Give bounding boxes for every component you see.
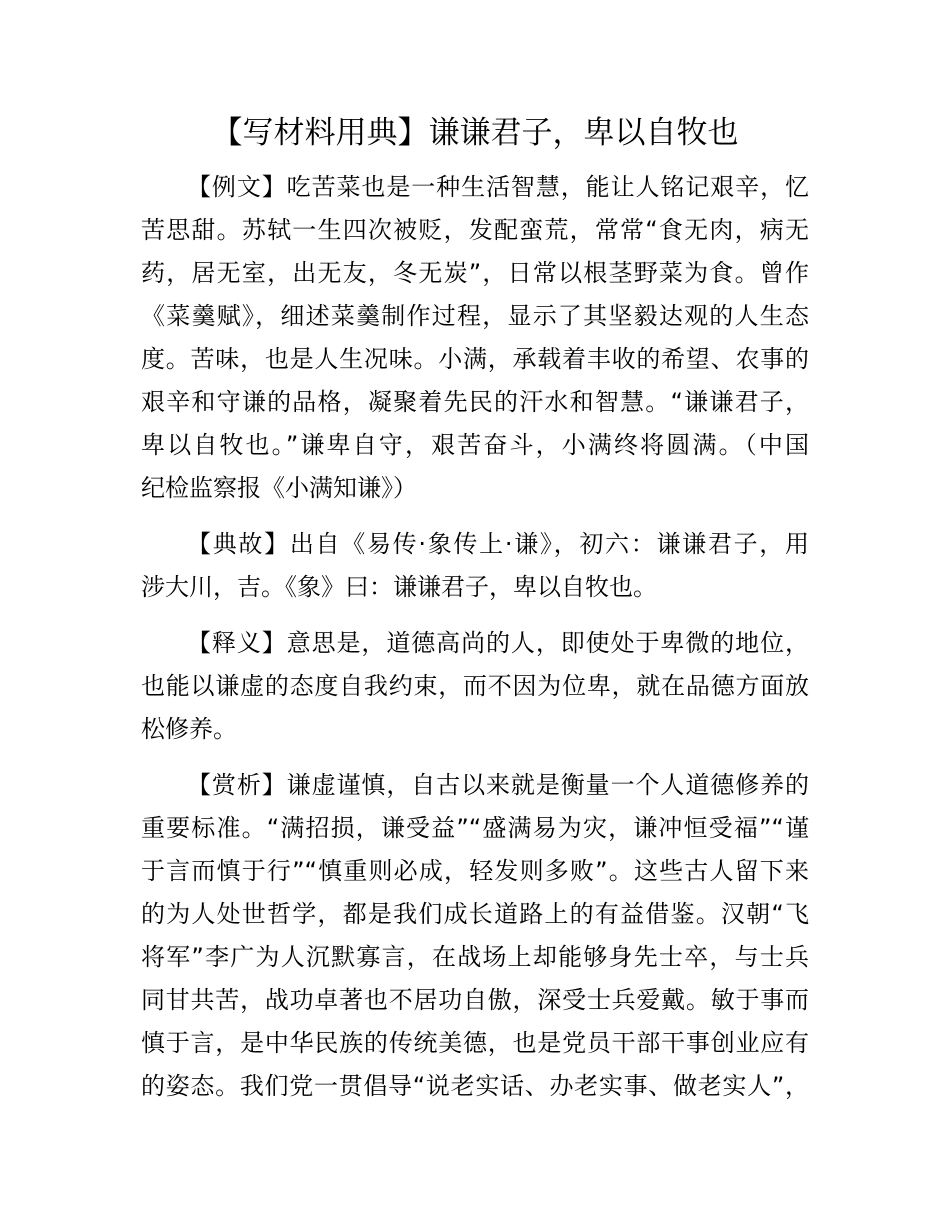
text-line: 于言而慎于行”“慎重则必成，轻发则多败”。这些古人留下来 xyxy=(141,857,809,885)
text-line: 涉大川，吉。《象》曰：谦谦君子，卑以自牧也。 xyxy=(141,573,657,601)
text-line: 卑以自牧也。”谦卑自守，艰苦奋斗，小满终将圆满。（中国 xyxy=(141,431,809,459)
text-line: 慎于言，是中华民族的传统美德，也是党员干部干事创业应有 xyxy=(141,1029,809,1057)
text-line: 【例文】吃苦菜也是一种生活智慧，能让人铭记艰辛，忆 xyxy=(187,173,809,201)
paragraph-appreciation xyxy=(141,764,809,1108)
text-line: 也能以谦虚的态度自我约束，而不因为位卑，就在品德方面放 xyxy=(141,672,809,700)
text-line: 同甘共苦，战功卓著也不居功自傲，深受士兵爱戴。敏于事而 xyxy=(141,986,809,1014)
paragraph-allusion xyxy=(141,523,809,609)
text-line: 的姿态。我们党一贯倡导“说老实话、办老实事、做老实人”， xyxy=(141,1072,809,1100)
text-line: 松修养。 xyxy=(141,715,237,743)
paragraph-meaning xyxy=(141,622,809,751)
text-line: 将军”李广为人沉默寡言，在战场上却能够身先士卒，与士兵 xyxy=(141,943,809,971)
text-line: 药，居无室，出无友，冬无炭”，日常以根茎野菜为食。曾作 xyxy=(141,259,809,287)
text-line: 【赏析】谦虚谨慎，自古以来就是衡量一个人道德修养的 xyxy=(187,771,809,799)
text-line: 纪检监察报《小满知谦》） xyxy=(141,474,417,502)
text-line: 重要标准。“满招损，谦受益”“盛满易为灾，谦冲恒受福”“谨 xyxy=(141,814,809,842)
text-line: 苦思甜。苏轼一生四次被贬，发配蛮荒，常常“食无肉，病无 xyxy=(141,216,809,244)
document-title: 【写材料用典】谦谦君子，卑以自牧也 xyxy=(211,115,739,151)
text-line: 的为人处世哲学，都是我们成长道路上的有益借鉴。汉朝“飞 xyxy=(141,900,809,928)
text-line: 【释义】意思是，道德高尚的人，即使处于卑微的地位， xyxy=(187,629,809,657)
text-line: 度。苦味，也是人生况味。小满，承载着丰收的希望、农事的 xyxy=(141,345,809,373)
paragraph-example xyxy=(141,166,809,510)
document-body xyxy=(141,166,809,1121)
text-line: 艰辛和守谦的品格，凝聚着先民的汗水和智慧。“谦谦君子， xyxy=(141,388,809,416)
text-line: 《菜羹赋》，细述菜羹制作过程，显示了其坚毅达观的人生态 xyxy=(141,302,809,330)
text-line: 【典故】出自《易传·象传上·谦》，初六：谦谦君子，用 xyxy=(187,530,809,558)
